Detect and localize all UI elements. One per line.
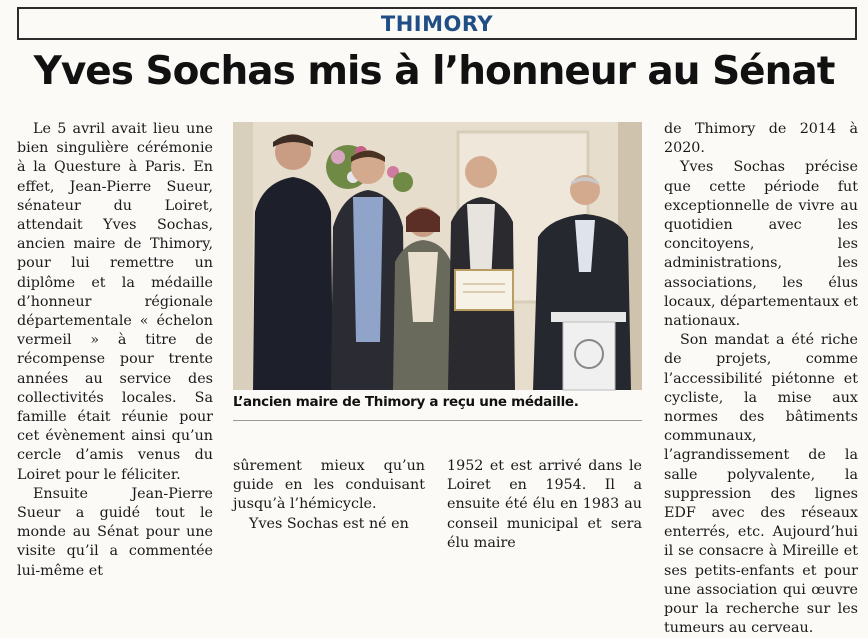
section-header: [17, 7, 857, 40]
section-label: THIMORY: [380, 11, 494, 36]
article-headline: Yves Sochas mis à l’honneur au Sénat: [33, 49, 835, 94]
paragraph: de Thimory de 2014 à 2020.: [664, 121, 858, 157]
article-column-2: [233, 457, 425, 530]
paragraph: 1952 et est arrivé dans le Loiret en 1954. Il a ensuite été élu en 1983 au conseil municipal et sera élu maire: [447, 458, 642, 551]
group-portrait-image: [233, 122, 642, 390]
paragraph: Yves Sochas est né en: [249, 515, 409, 532]
photo-caption: L’ancien maire de Thimory a reçu une médaille.: [233, 394, 579, 410]
paragraph: Ensuite Jean-Pierre Sueur a guidé tout le monde au Sénat pour une visite qu’il a commentée lui-même et: [17, 485, 213, 579]
article-column-1: [17, 120, 213, 579]
article-photo: [233, 122, 642, 390]
paragraph: Yves Sochas précise que cette période fut exceptionnelle de vivre au quotidien avec les concitoyens, les administrations, les associations, les élus locaux, départementaux et nationaux.: [664, 159, 858, 330]
paragraph: sûrement mieux qu’un guide en les conduisant jusqu’à l’hémicycle.: [233, 458, 425, 513]
paragraph: Le 5 avril avait lieu une bien singulière cérémonie à la Questure à Paris. En effet, Jean-Pierre Sueur, sénateur du Loiret, attendait Yves Sochas, ancien maire de Thimory, pour lui remettre un diplôme et la médaille d’honneur régionale départementale « échelon vermeil » à titre de récompense pour trente années au service des collectivités locales. Sa famille était réunie pour cet évènement ainsi qu’un cercle d’amis venus du Loiret pour le féliciter.: [17, 121, 213, 483]
caption-divider: [233, 420, 642, 421]
article-column-3: [447, 457, 642, 551]
paragraph: Son mandat a été riche de projets, comme l’accessibilité piétonne et cycliste, la mise aux normes des bâtiments communaux, l’agrandissement de la salle polyvalente, la suppression des lignes EDF avec des réseaux enterrés, etc. Aujourd’hui il se consacre à Mireille et ses petits-enfants et pour une association qui œuvre pour la recherche sur les tumeurs au cerveau.: [664, 332, 858, 637]
article-column-4: [664, 120, 858, 637]
